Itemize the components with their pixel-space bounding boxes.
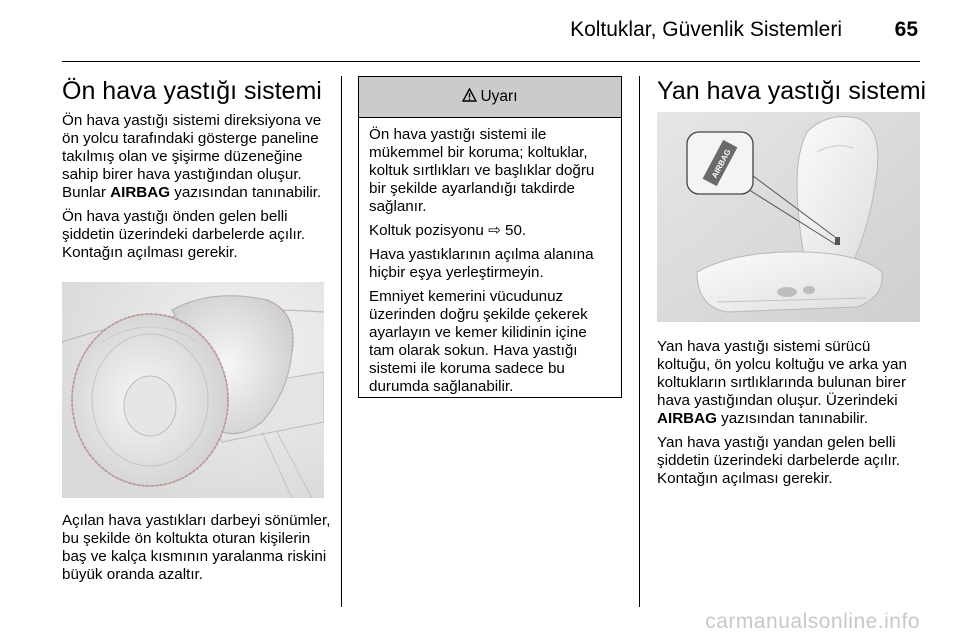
warning-body bbox=[359, 118, 621, 396]
side-airbag-illustration bbox=[657, 112, 920, 322]
right-column-title bbox=[657, 76, 927, 112]
warning-title: Uyarı bbox=[480, 88, 518, 105]
side-airbag-paragraph-1: Yan hava yastığı sistemi sürücü koltuğu, ön yolcu koltuğu ve arka yan koltukların sırtlıklarında bulunan birer hava yastığından oluşur. Üzerindeki AIRBAG yazısından tanınabilir. bbox=[657, 338, 907, 427]
left-column bbox=[62, 76, 330, 268]
warning-paragraph-3: Hava yastıklarının açılma alanına hiçbir eşya yerleştirmeyin. bbox=[369, 246, 594, 281]
warning-box bbox=[358, 76, 622, 398]
airbag-label: AIRBAG bbox=[110, 184, 171, 201]
front-airbag-illustration bbox=[62, 282, 324, 498]
warning-paragraph-2: Koltuk pozisyonu ⇨ 50. bbox=[369, 222, 527, 239]
running-header: Koltuklar, Güvenlik Sistemleri bbox=[570, 18, 842, 41]
header-divider bbox=[62, 61, 920, 62]
section-title-side-airbag: Yan hava yastığı sistemi bbox=[657, 77, 927, 105]
front-airbag-paragraph-3: Açılan hava yastıkları darbeyi sönümler, bu şekilde ön koltukta oturan kişilerin baş ve kalça kısmının yaralanma riskini büyük oranda azaltır. bbox=[62, 512, 331, 583]
warning-header bbox=[359, 77, 621, 118]
seat-airbag-label: AIRBAG bbox=[709, 147, 733, 180]
warning-paragraph-1: Ön hava yastığı sistemi ile mükemmel bir koruma; koltuklar, koltuk sırtlıkları ve başlıklar doğru bir şekilde ayarlandığı takdirde sağlanır. bbox=[369, 126, 595, 215]
front-airbag-paragraph-2: Ön hava yastığı önden gelen belli şiddetin üzerindeki darbelerde açılır. Kontağın açılması gerekir. bbox=[62, 208, 306, 261]
page-number: 65 bbox=[894, 18, 918, 41]
column-divider-right bbox=[639, 76, 640, 607]
front-airbag-paragraph-1: Ön hava yastığı sistemi direksiyona ve ön yolcu tarafındaki gösterge paneline takılmış olan ve şişirme düzeneğine sahip birer hava yastığından oluşur. Bunlar AIRBAG yazısından tanınabilir. bbox=[62, 112, 322, 201]
side-airbag-paragraph-2: Yan hava yastığı yandan gelen belli şiddetin üzerindeki darbelerde açılır. Kontağın açılması gerekir. bbox=[657, 434, 901, 487]
left-column-lower bbox=[62, 512, 332, 590]
page-reference-link[interactable]: 50. bbox=[505, 222, 527, 239]
watermark: carmanualsonline.info bbox=[705, 610, 920, 633]
right-column-body bbox=[657, 338, 927, 494]
section-title-front-airbag: Ön hava yastığı sistemi bbox=[62, 77, 322, 105]
page-reference-icon: ⇨ bbox=[488, 222, 501, 239]
warning-paragraph-4: Emniyet kemerini vücudunuz üzerinden doğru şekilde çekerek ayarlayın ve kemer kilidinin içine tam olarak sokun. Hava yastığı sistemi ile koruma sadece bu durumda sağlanabilir. bbox=[369, 288, 588, 395]
airbag-label-side: AIRBAG bbox=[657, 410, 717, 427]
column-divider-left bbox=[341, 76, 342, 607]
warning-triangle-icon bbox=[462, 88, 477, 107]
